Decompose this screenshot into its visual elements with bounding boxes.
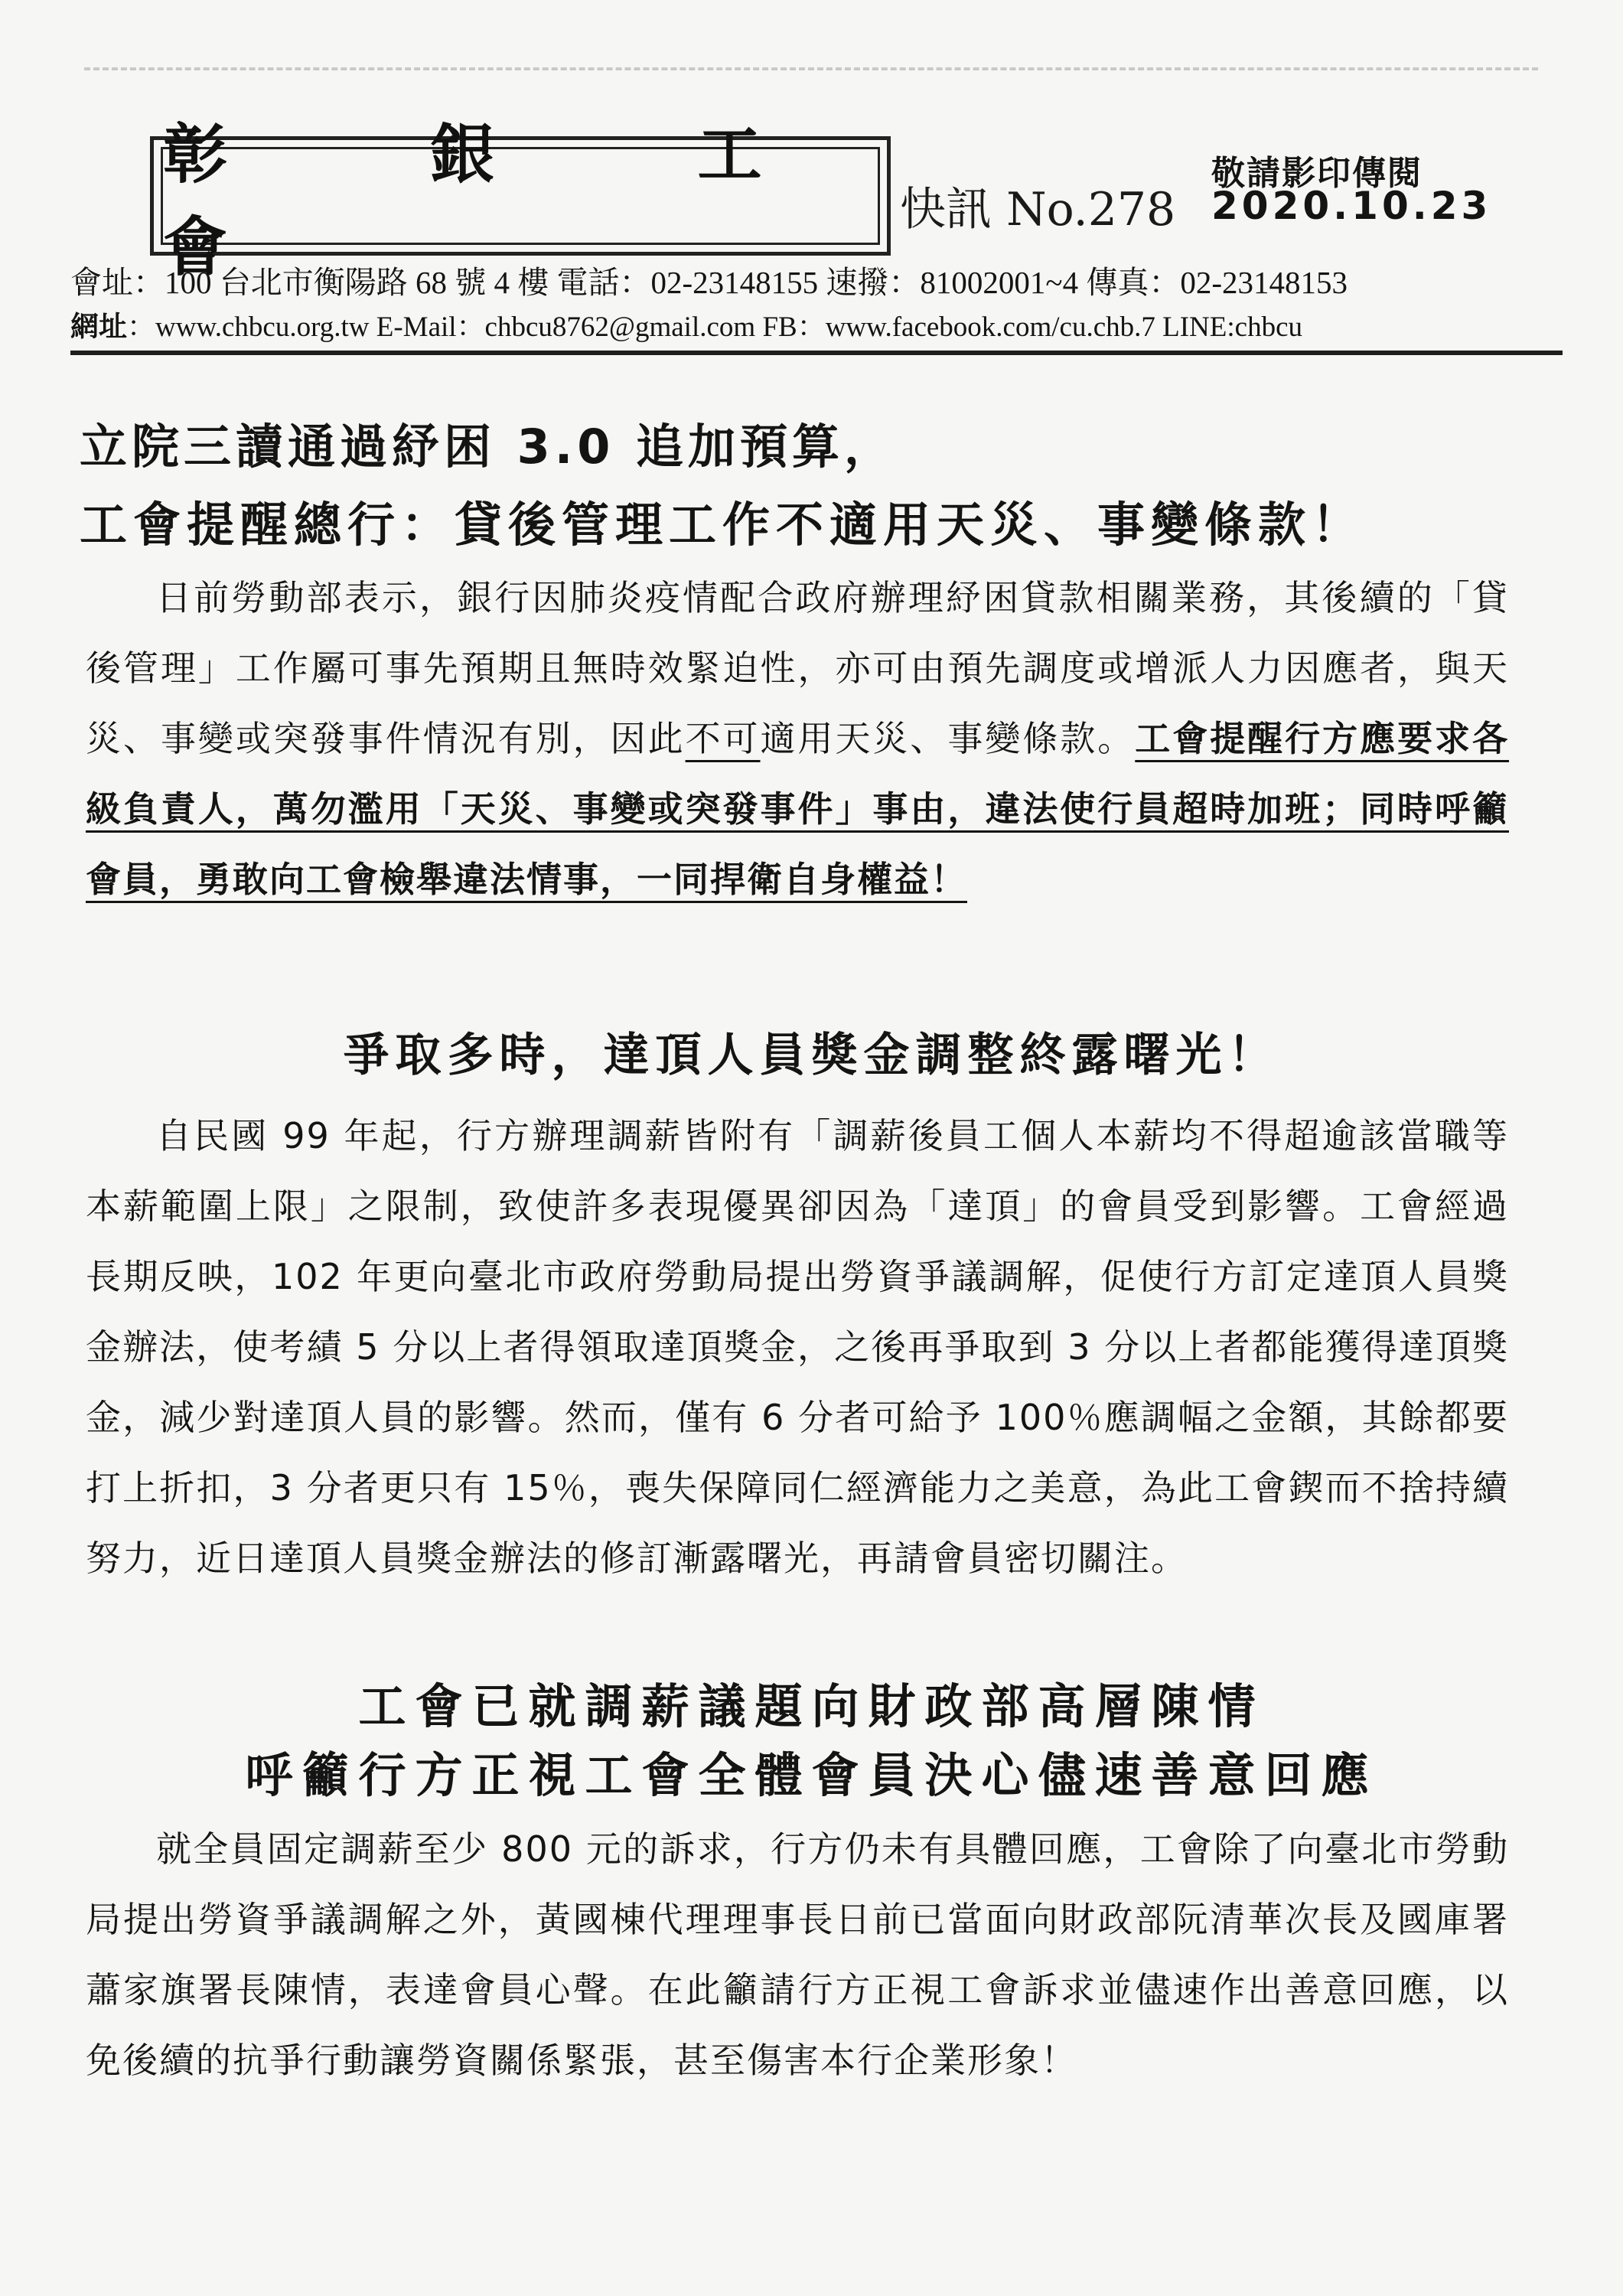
article3-body: 就全員固定調薪至少 800 元的訴求，行方仍未有具體回應，工會除了向臺北市勞動局提出勞資爭議調解之外，黃國棟代理理事長日前已當面向財政部阮清華次長及國庫署蕭家旗署長陳情，表達會員心聲。在此籲請行方正視工會訴求並儘速作出善意回應，以免後續的抗爭行動讓勞資關係緊張，甚至傷害本行企業形象！	[86, 1828, 1509, 2081]
masthead-inner-border	[161, 116, 880, 285]
article2-title: 爭取多時，達頂人員獎金調整終露曙光！	[343, 1029, 1280, 1082]
article1-body-a: 日前勞動部表示，銀行因肺炎疫情配合政府辦理紓困貸款相關業務，其後續的「貸後管理」工作屬可事先預期且無時效緊迫性，亦可由預先調度或增派人力因應者，與天災、事變或突發事件情況有別，因此	[86, 577, 1509, 759]
circulation-notice: 敬請影印傳閱	[1211, 154, 1423, 193]
contact-web-text: ：www.chbcu.org.tw E-Mail：chbcu8762@gmail.com FB：www.facebook.com/cu.chb.7 LINE:chbcu	[127, 311, 1302, 343]
article1-body-b: 適用天災、事變條款。	[760, 718, 1136, 759]
header-divider	[70, 351, 1563, 355]
scan-artifact-dashes	[84, 67, 1538, 75]
website-label: 網址	[70, 311, 127, 343]
article1-body	[86, 563, 1509, 915]
article1-title-line2: 工會提醒總行：貸後管理工作不適用天災、事變條款！	[80, 497, 1366, 553]
article1-title-line1: 立院三讀通過紓困 3.0 追加預算，	[80, 419, 897, 475]
article1-emphasis: 工會提醒行方應要求各級負責人，萬勿濫用「天災、事變或突發事件」事由，違法使行員超時加班；同時呼籲會員，勇敢向工會檢舉違法情事，一同捍衛自身權益！	[86, 718, 1510, 900]
issue-date: 2020.10.23	[1211, 184, 1492, 228]
contact-address-line: 會址：100 台北市衡陽路 68 號 4 樓 電話：02-23148155 速撥：81002001~4 傳真：02-23148153	[70, 265, 1348, 300]
issue-number: 快訊 No.278	[900, 183, 1176, 236]
union-name: 彰 銀 工 會	[163, 116, 852, 285]
masthead-box	[150, 116, 891, 285]
article3-title-line1: 工會已就調薪議題向財政部高層陳情	[358, 1678, 1265, 1734]
article2-body: 自民國 99 年起，行方辦理調薪皆附有「調薪後員工個人本薪均不得超逾該當職等本薪範圍上限」之限制，致使許多表現優異卻因為「達頂」的會員受到影響。工會經過長期反映，102 年更向臺北市政府勞動局提出勞資爭議調解，促使行方訂定達頂人員獎金辦法，使考績 5 分以上者得領取達頂獎金，之後再爭取到 3 分以上者都能獲得達頂獎金，減少對達頂人員的影響。然而，僅有 6 分者可給予 100％應調幅之金額，其餘都要打上折扣，3 分者更只有 15％，喪失保障同仁經濟能力之美意，為此工會鍥而不捨持續努力，近日達頂人員獎金辦法的修訂漸露曙光，再請會員密切關注。	[86, 1115, 1509, 1579]
contact-web-line	[70, 303, 1302, 344]
article3-title-line2: 呼籲行方正視工會全體會員決心儘速善意回應	[245, 1747, 1378, 1803]
article1-body-not: 不可	[685, 718, 761, 759]
